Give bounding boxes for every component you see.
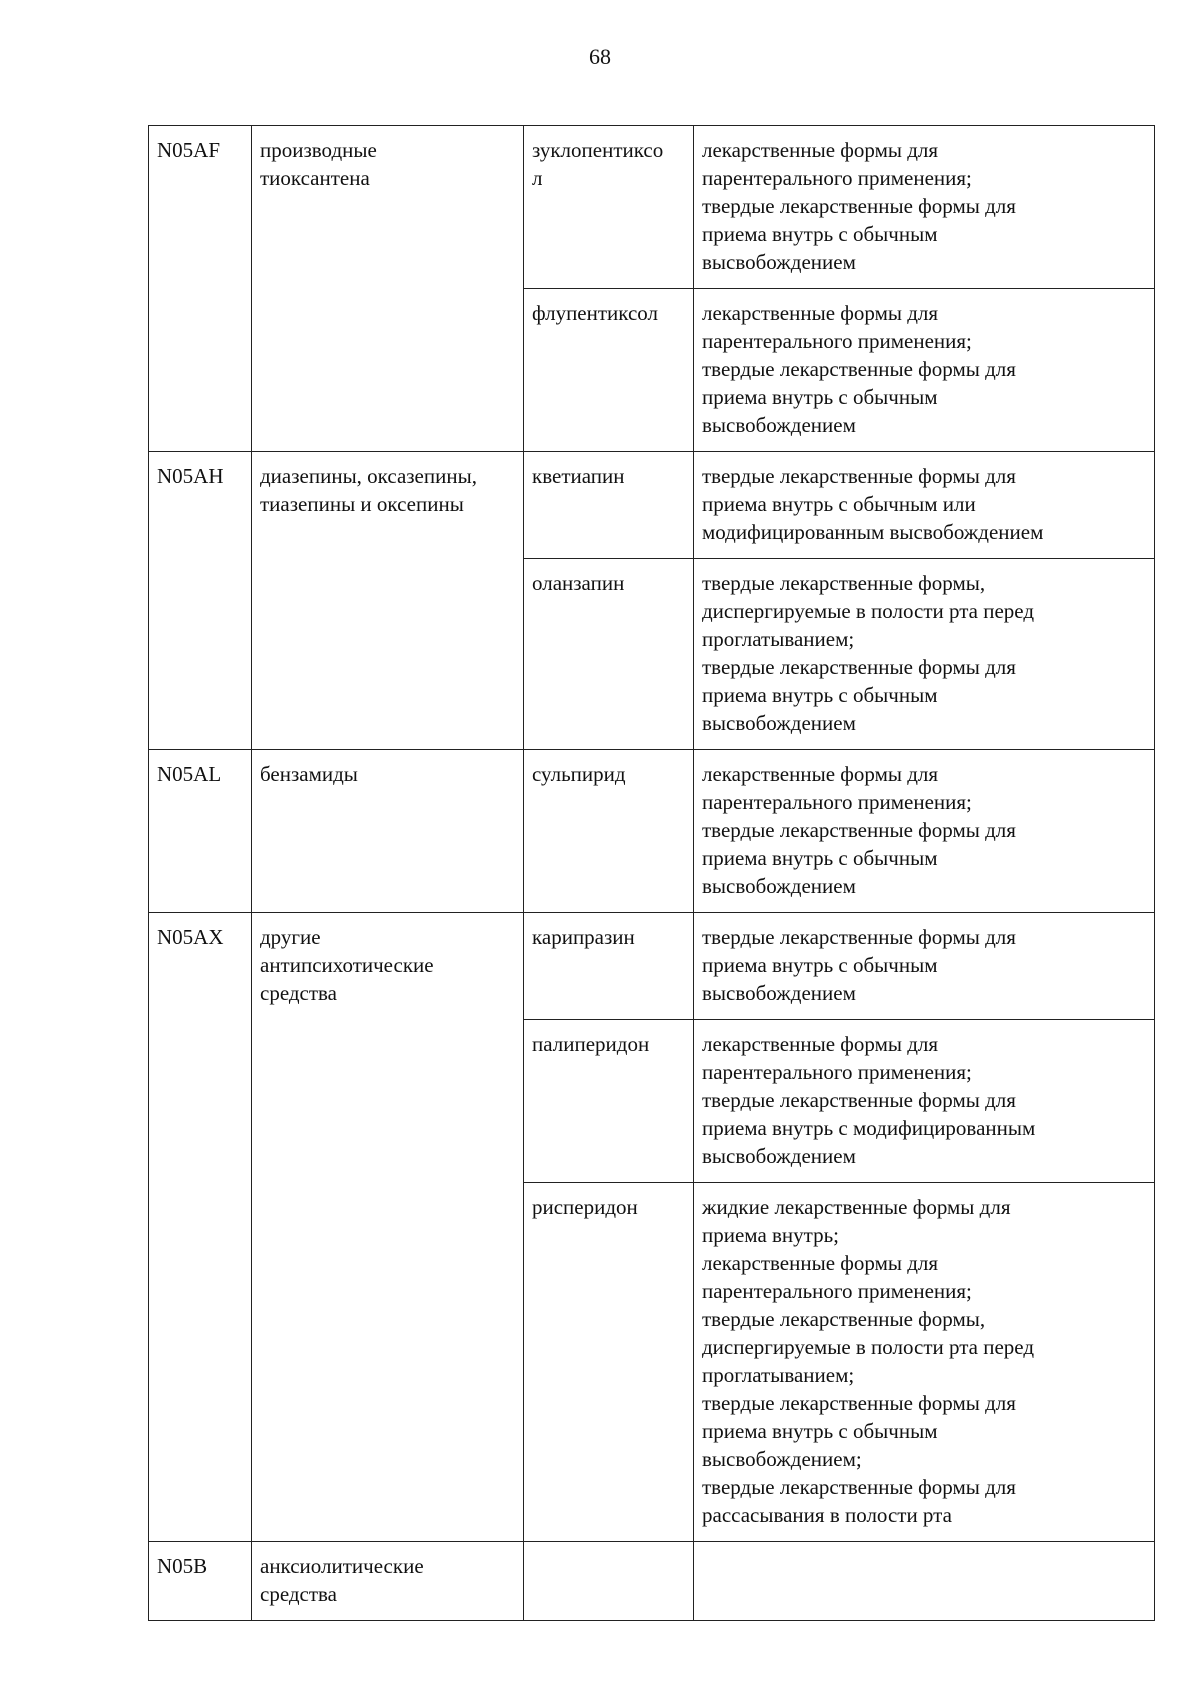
- dosage-form-line: парентерального применения;: [702, 329, 972, 353]
- group-name-line: тиазепины и оксепины: [260, 492, 464, 516]
- table-row: [149, 750, 1155, 913]
- dosage-form-line: приема внутрь;: [702, 1223, 840, 1247]
- page-number: 68: [589, 44, 611, 69]
- group-name-cell: [252, 452, 524, 750]
- dosage-form-line: высвобождением: [702, 1144, 856, 1168]
- drug-name-line: кветиапин: [532, 464, 625, 488]
- dosage-form-cell: [694, 913, 1155, 1020]
- dosage-form-cell: [694, 289, 1155, 452]
- atc-code-cell: N05AX: [149, 913, 252, 1542]
- dosage-form-line: проглатыванием;: [702, 627, 855, 651]
- drug-name-cell: [524, 289, 694, 452]
- dosage-form-line: твердые лекарственные формы для: [702, 1088, 1016, 1112]
- dosage-form-line: лекарственные формы для: [702, 1251, 939, 1275]
- dosage-form-cell: [694, 559, 1155, 750]
- drug-name-line: флупентиксол: [532, 301, 658, 325]
- dosage-form-line: высвобождением: [702, 413, 856, 437]
- dosage-form-cell: [694, 750, 1155, 913]
- group-name-line: производные: [260, 138, 377, 162]
- dosage-form-line: твердые лекарственные формы для: [702, 194, 1016, 218]
- group-name-line: тиоксантена: [260, 166, 370, 190]
- dosage-form-line: жидкие лекарственные формы для: [702, 1195, 1011, 1219]
- dosage-form-line: приема внутрь с обычным: [702, 385, 938, 409]
- drug-classification-table: [148, 125, 1155, 1621]
- drug-name-line: зуклопентиксо: [532, 138, 664, 162]
- drug-name-line: палиперидон: [532, 1032, 650, 1056]
- dosage-form-line: лекарственные формы для: [702, 138, 939, 162]
- dosage-form-line: твердые лекарственные формы для: [702, 1475, 1016, 1499]
- table-body: [149, 126, 1155, 1621]
- table-row: [149, 1542, 1155, 1621]
- dosage-form-line: высвобождением: [702, 250, 856, 274]
- dosage-form-line: модифицированным высвобождением: [702, 520, 1044, 544]
- group-name-cell: [252, 750, 524, 913]
- group-name-line: другие: [260, 925, 321, 949]
- dosage-form-line: высвобождением: [702, 981, 856, 1005]
- dosage-form-cell: [694, 1020, 1155, 1183]
- group-name-line: бензамиды: [260, 762, 358, 786]
- dosage-form-cell: [694, 452, 1155, 559]
- dosage-form-line: парентерального применения;: [702, 790, 972, 814]
- drug-name-cell: [524, 913, 694, 1020]
- table-row: [149, 913, 1155, 1020]
- dosage-form-line: проглатыванием;: [702, 1363, 855, 1387]
- dosage-form-line: твердые лекарственные формы для: [702, 818, 1016, 842]
- group-name-line: средства: [260, 981, 338, 1005]
- drug-name-cell: [524, 1542, 694, 1621]
- group-name-cell: [252, 913, 524, 1542]
- dosage-form-line: твердые лекарственные формы,: [702, 1307, 986, 1331]
- dosage-form-cell: [694, 126, 1155, 289]
- atc-code-cell: N05B: [149, 1542, 252, 1621]
- dosage-form-line: лекарственные формы для: [702, 301, 939, 325]
- dosage-form-line: приема внутрь с обычным или: [702, 492, 976, 516]
- dosage-form-line: приема внутрь с модифицированным: [702, 1116, 1036, 1140]
- dosage-form-line: высвобождением;: [702, 1447, 862, 1471]
- atc-code-cell: N05AF: [149, 126, 252, 452]
- dosage-form-line: твердые лекарственные формы,: [702, 571, 986, 595]
- dosage-form-line: твердые лекарственные формы для: [702, 464, 1016, 488]
- group-name-line: диазепины, оксазепины,: [260, 464, 477, 488]
- dosage-form-line: диспергируемые в полости рта перед: [702, 1335, 1035, 1359]
- drug-name-line: оланзапин: [532, 571, 625, 595]
- dosage-form-line: лекарственные формы для: [702, 1032, 939, 1056]
- dosage-form-line: приема внутрь с обычным: [702, 953, 938, 977]
- group-name-cell: [252, 126, 524, 452]
- dosage-form-line: лекарственные формы для: [702, 762, 939, 786]
- dosage-form-line: парентерального применения;: [702, 1060, 972, 1084]
- drug-name-cell: [524, 750, 694, 913]
- group-name-cell: [252, 1542, 524, 1621]
- dosage-form-cell: [694, 1183, 1155, 1542]
- atc-code-cell: N05AH: [149, 452, 252, 750]
- drug-name-cell: [524, 559, 694, 750]
- dosage-form-cell: [694, 1542, 1155, 1621]
- drug-name-line: сульпирид: [532, 762, 626, 786]
- dosage-form-line: рассасывания в полости рта: [702, 1503, 952, 1527]
- table-row: [149, 452, 1155, 559]
- dosage-form-line: приема внутрь с обычным: [702, 1419, 938, 1443]
- dosage-form-line: твердые лекарственные формы для: [702, 655, 1016, 679]
- dosage-form-line: приема внутрь с обычным: [702, 222, 938, 246]
- dosage-form-line: твердые лекарственные формы для: [702, 925, 1016, 949]
- drug-name-cell: [524, 1020, 694, 1183]
- dosage-form-line: парентерального применения;: [702, 1279, 972, 1303]
- group-name-line: анксиолитические: [260, 1554, 424, 1578]
- group-name-line: средства: [260, 1582, 338, 1606]
- dosage-form-line: парентерального применения;: [702, 166, 972, 190]
- drug-name-line: рисперидон: [532, 1195, 638, 1219]
- dosage-form-line: приема внутрь с обычным: [702, 846, 938, 870]
- dosage-form-line: твердые лекарственные формы для: [702, 1391, 1016, 1415]
- dosage-form-line: приема внутрь с обычным: [702, 683, 938, 707]
- dosage-form-line: диспергируемые в полости рта перед: [702, 599, 1035, 623]
- drug-name-line: карипразин: [532, 925, 635, 949]
- drug-name-line: л: [532, 166, 543, 190]
- dosage-form-line: высвобождением: [702, 711, 856, 735]
- drug-name-cell: [524, 1183, 694, 1542]
- dosage-form-line: твердые лекарственные формы для: [702, 357, 1016, 381]
- atc-code-cell: N05AL: [149, 750, 252, 913]
- dosage-form-line: высвобождением: [702, 874, 856, 898]
- drug-name-cell: [524, 126, 694, 289]
- drug-name-cell: [524, 452, 694, 559]
- table-row: [149, 126, 1155, 289]
- group-name-line: антипсихотические: [260, 953, 434, 977]
